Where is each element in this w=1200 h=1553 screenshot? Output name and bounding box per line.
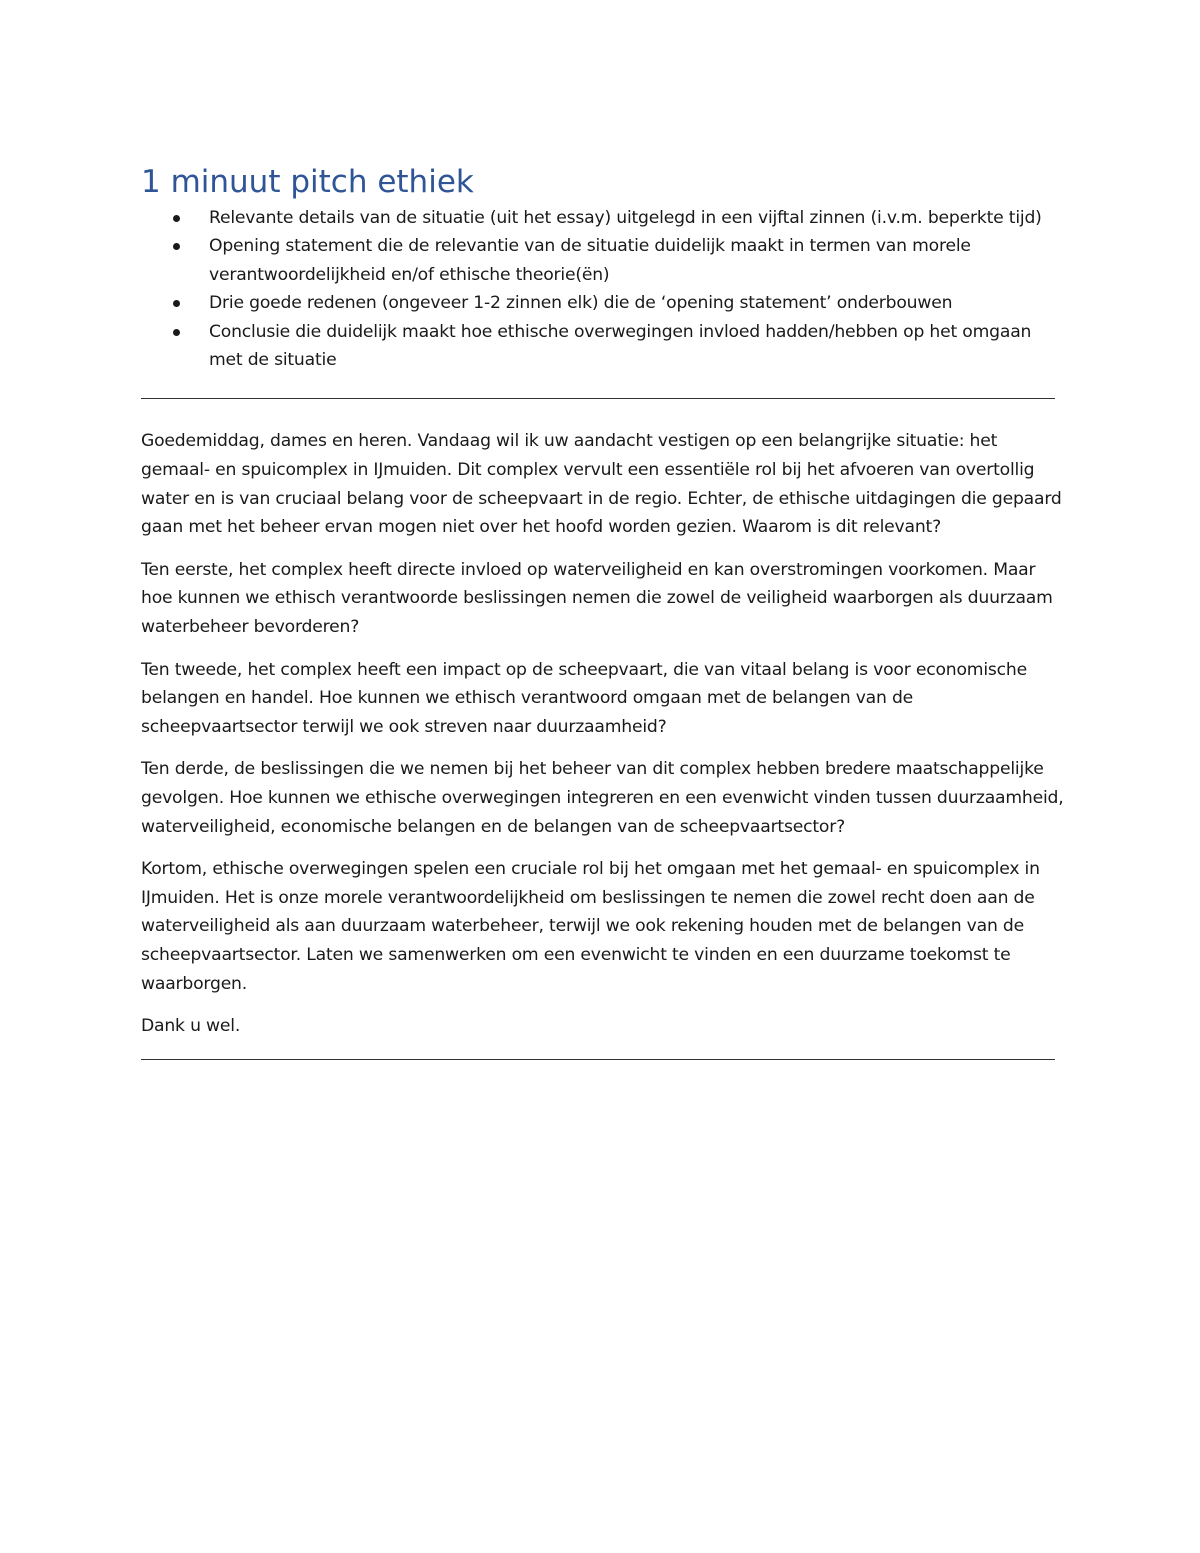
list-item xyxy=(141,204,1066,232)
bullet-icon xyxy=(173,329,180,336)
paragraph-conclusion: Kortom, ethische overwegingen spelen een cruciale rol bij het omgaan met het gemaal- en spuicomplex in IJmuiden. Het is onze morele verantwoordelijkheid om beslissingen te nemen die zowel recht doen aan de waterveiligheid als aan duurzaam waterbeheer, terwijl we ook rekening houden met de belangen van de scheepvaartsector. Laten we samenwerken om een evenwicht te vinden en een duurzame toekomst te waarborgen. xyxy=(141,859,1040,994)
paragraph-second-reason: Ten tweede, het complex heeft een impact op de scheepvaart, die van vitaal belang is voor economische belangen en handel. Hoe kunnen we ethisch verantwoord omgaan met de belangen van de scheepvaartsector terwijl we ook streven naar duurzaamheid? xyxy=(141,659,1028,737)
list-item-text: Relevante details van de situatie (uit het essay) uitgelegd in een vijftal zinnen (i.v.m. beperkte tijd) xyxy=(209,208,1042,228)
bullet-icon xyxy=(173,300,180,307)
list-item xyxy=(141,289,1066,317)
document-title: 1 minuut pitch ethiek xyxy=(141,164,474,200)
paragraph-intro: Goedemiddag, dames en heren. Vandaag wil ik uw aandacht vestigen op een belangrijke situatie: het gemaal- en spuicomplex in IJmuiden. Dit complex vervult een essentiële rol bij het afvoeren van overtollig water en is van cruciaal belang voor de scheepvaart in de regio. Echter, de ethische uitdagingen die gepaard gaan met het beheer ervan mogen niet over het hoofd worden gezien. Waarom is dit relevant? xyxy=(141,431,1062,538)
instruction-list xyxy=(141,204,1066,374)
paragraph-first-reason: Ten eerste, het complex heeft directe invloed op waterveiligheid en kan overstromingen voorkomen. Maar hoe kunnen we ethisch verantwoorde beslissingen nemen die zowel de veiligheid waarborgen als duurzaam waterbeheer bevorderen? xyxy=(141,559,1053,637)
list-item xyxy=(141,318,1066,375)
document-page xyxy=(141,160,1066,1060)
list-item-text: Conclusie die duidelijk maakt hoe ethische overwegingen invloed hadden/hebben op het omgaan met de situatie xyxy=(209,321,1032,371)
list-item-text: Drie goede redenen (ongeveer 1-2 zinnen elk) die de ‘opening statement’ onderbouwen xyxy=(209,293,953,314)
paragraph-third-reason: Ten derde, de beslissingen die we nemen bij het beheer van dit complex hebben bredere maatschappelijke gevolgen. Hoe kunnen we ethische overwegingen integreren en een evenwicht vinden tussen duurzaamheid, waterveiligheid, economische belangen en de belangen van de scheepvaartsector? xyxy=(141,759,1064,837)
paragraph-closing: Dank u wel. xyxy=(141,1016,241,1037)
horizontal-rule xyxy=(141,398,1055,399)
bullet-icon xyxy=(173,243,180,250)
list-item-text: Opening statement die de relevantie van de situatie duidelijk maakt in termen van morele verantwoordelijkheid en/of ethische theorie(ën) xyxy=(209,236,971,285)
horizontal-rule xyxy=(141,1059,1055,1060)
bullet-icon xyxy=(173,215,180,222)
list-item xyxy=(141,232,1066,289)
